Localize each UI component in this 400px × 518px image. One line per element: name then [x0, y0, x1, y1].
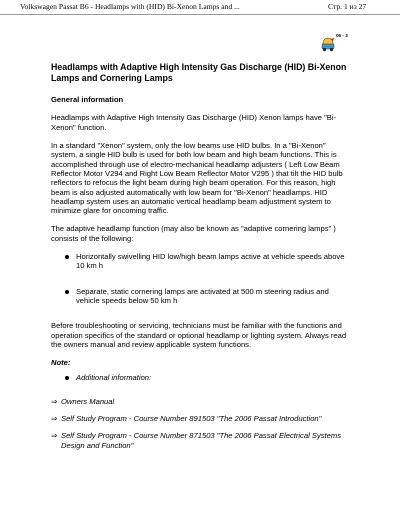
- intro-paragraph: Headlamps with Adaptive High Intensity Gas Discharge (HID) Xenon lamps have "Bi-Xenon" function.: [51, 113, 337, 132]
- car-service-icon: [320, 37, 336, 53]
- section-heading: General information: [51, 95, 124, 105]
- document-title: Volkswagen Passat B6 - Headlamps with (HID) Bi-Xenon Lamps and ...: [20, 2, 240, 11]
- note-label: Note:: [51, 358, 71, 368]
- service-logo: [320, 33, 360, 53]
- bullet-icon: [65, 255, 69, 259]
- page-indicator: Стр. 1 из 27: [328, 2, 367, 11]
- article-title: Headlamps with Adaptive High Intensity Gas Discharge (HID) Bi-Xenon Lamps and Cornering Lamps: [51, 62, 347, 83]
- link-ssp-891503[interactable]: ⇒ Self Study Program - Course Number 891503 "The 2006 Passat Introduction": [51, 414, 322, 424]
- service-code: 06 - 3: [336, 33, 348, 38]
- paragraph-adaptive-function: The adaptive headlamp function (may also be known as "adaptive cornering lamps" ) consists of the following:: [51, 224, 336, 243]
- list-item: Separate, static cornering lamps are activated at 500 m steering radius and vehicle speeds below 50 km h: [51, 287, 351, 306]
- list-item: Horizontally swivelling HID low/high beam lamps active at vehicle speeds above 10 km h: [51, 252, 351, 271]
- link-owners-manual[interactable]: ⇒ Owners Manual: [51, 396, 115, 406]
- bullet-icon: [65, 376, 69, 380]
- paragraph-standard-xenon: In a standard "Xenon" system, only the low beams use HID bulbs. In a "Bi-Xenon" system, a single HID bulb is used for both low beam and high beam functions. This is accomplished through use of electro-mechanical headlamp adjusters ( Left Low Beam Reflector Motor V294 and Right Low Beam Reflector Motor V295 ) that tilt the HID bulb reflectors to refocus the light beam during high beam operation. For this reason, high beam is also adjusted automatically with low beam for "Bi-Xenon" headlamps. HID headlamp system uses an automatic vertical headlamp beam adjustment system to minimize glare for oncoming traffic.: [51, 141, 343, 216]
- list-item: Additional information:: [51, 373, 351, 382]
- arrow-right-icon: ⇒: [51, 414, 58, 424]
- arrow-right-icon: ⇒: [51, 431, 58, 441]
- page-header: [0, 0, 400, 15]
- paragraph-troubleshooting: Before troubleshooting or servicing, technicians must be familiar with the functions and operation specifics of the standard or optional headlamp or lighting system. Always read the owners manual and review applicable system functions.: [51, 321, 347, 349]
- bullet-icon: [65, 290, 69, 294]
- arrow-right-icon: ⇒: [51, 396, 58, 406]
- article-body: [51, 62, 351, 450]
- link-ssp-871503[interactable]: ⇒ Self Study Program - Course Number 871503 "The 2006 Passat Electrical Systems Design and Function": [51, 431, 341, 450]
